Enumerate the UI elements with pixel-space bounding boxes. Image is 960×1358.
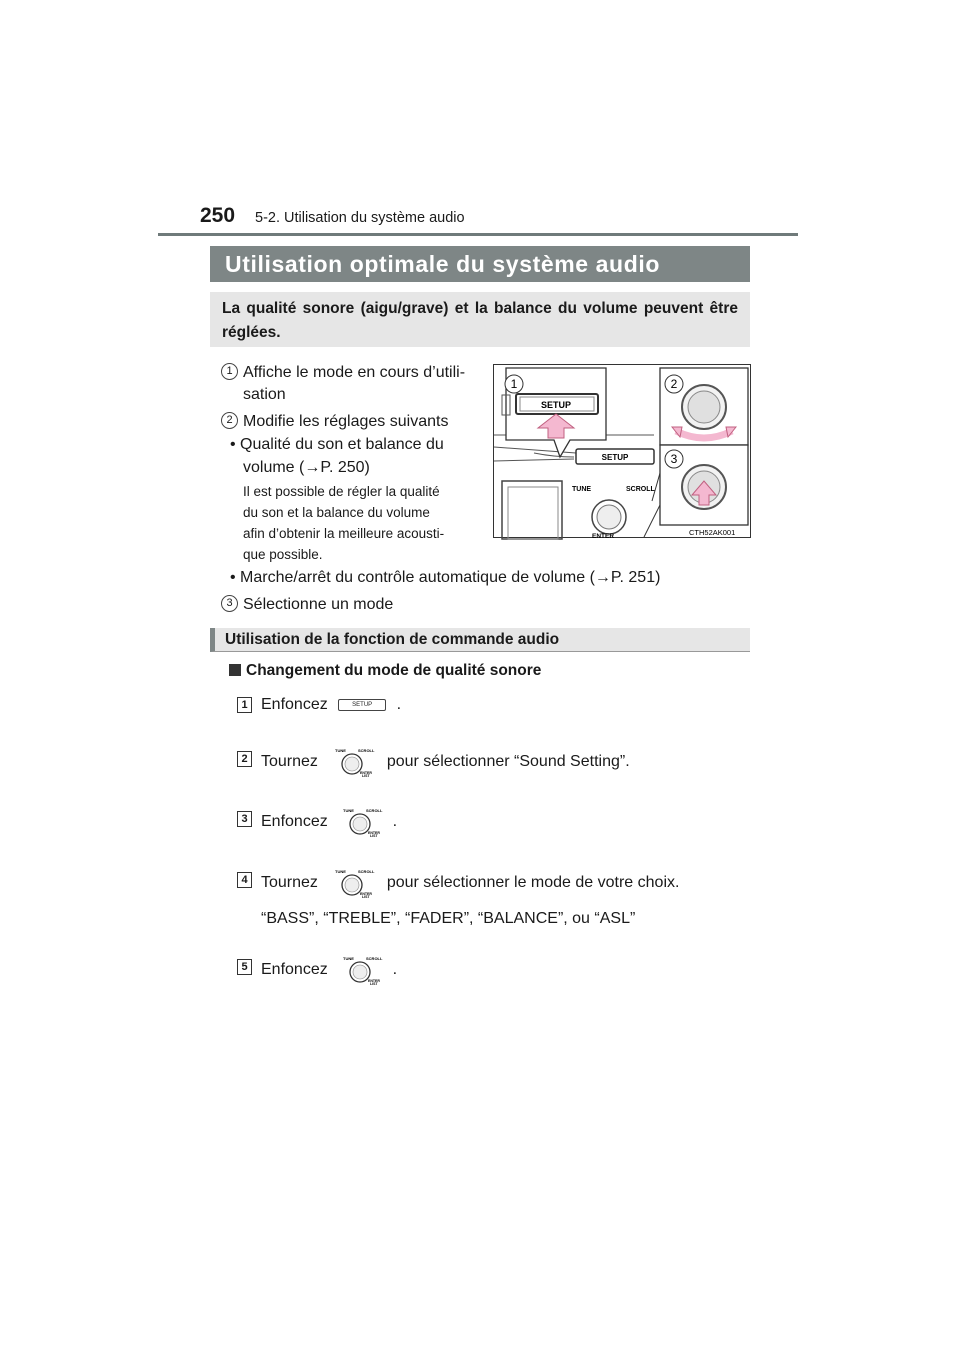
figure-marker-2: 2 (670, 377, 678, 391)
callout-2-bullet-2: • Marche/arrêt du contrôle automatique de volume (→P. 251) (230, 569, 661, 586)
audio-controls-figure (493, 364, 751, 538)
callout-2-note-line2: du son et la balance du volume (243, 505, 430, 520)
svg-text:SCROLL: SCROLL (358, 869, 375, 874)
header-rule (158, 233, 798, 236)
svg-text:LIST: LIST (370, 982, 378, 986)
step-4 (261, 868, 679, 898)
step-number-1: 1 (237, 697, 252, 713)
subheading: Changement du mode de qualité sonore (246, 662, 542, 679)
svg-text:SCROLL: SCROLL (358, 748, 375, 753)
svg-text:ENTER: ENTER (360, 771, 373, 775)
figure-tune-label: TUNE (572, 486, 592, 493)
tune-scroll-knob-icon (332, 868, 375, 899)
step-1-rest: . (396, 696, 402, 713)
figure-setup-label-large: SETUP (540, 400, 572, 410)
callout-number-3: 3 (221, 595, 238, 612)
svg-text:ENTER: ENTER (368, 831, 381, 835)
step-4-verb: Tournez (261, 874, 318, 892)
figure-scroll-label: SCROLL (626, 486, 655, 493)
callout-number-2: 2 (221, 412, 238, 429)
step-1-verb: Enfoncez (261, 696, 328, 713)
intro-box: La qualité sonore (aigu/grave) et la balance du volume peuvent être réglées. (210, 292, 750, 347)
step-number-2: 2 (237, 751, 252, 767)
step-5-verb: Enfoncez (261, 961, 328, 979)
step-1 (261, 693, 401, 716)
svg-text:LIST: LIST (362, 895, 370, 899)
figure-marker-3: 3 (670, 452, 678, 466)
section-title: Utilisation optimale du système audio (210, 246, 750, 282)
step-3-rest: . (392, 813, 398, 831)
callout-2-note-line3: afin d’obtenir la meilleure acousti- (243, 526, 445, 541)
svg-text:TUNE: TUNE (335, 869, 347, 874)
setup-button-icon: SETUP (338, 699, 386, 711)
tune-scroll-knob-icon (332, 747, 375, 778)
running-header: 5-2. Utilisation du système audio (255, 210, 465, 226)
callout-1-line2: sation (243, 386, 286, 403)
svg-text:TUNE: TUNE (343, 808, 355, 813)
step-4-rest: pour sélectionner le mode de votre choix. (386, 874, 680, 892)
figure-marker-1: 1 (510, 377, 518, 391)
svg-text:SCROLL: SCROLL (366, 956, 383, 961)
callout-2-bullet-1-line1: • Qualité du son et balance du (230, 436, 444, 453)
step-2-verb: Tournez (261, 753, 318, 771)
figure-enter-label: ENTER (592, 533, 615, 540)
figure-setup-label-small: SETUP (601, 453, 629, 462)
svg-text:SCROLL: SCROLL (366, 808, 383, 813)
svg-text:TUNE: TUNE (343, 956, 355, 961)
step-3 (261, 807, 397, 837)
step-3-verb: Enfoncez (261, 813, 328, 831)
callout-2-bullet-1-line2: volume (→P. 250) (243, 459, 370, 476)
svg-text:TUNE: TUNE (335, 748, 347, 753)
step-2-rest: pour sélectionner “Sound Setting”. (386, 753, 630, 771)
step-5-rest: . (392, 961, 398, 979)
audio-panel-illustration (494, 365, 752, 539)
page-number: 250 (200, 204, 236, 227)
figure-code: CTH52AK001 (689, 528, 736, 537)
callout-number-1: 1 (221, 363, 238, 380)
enter-knob-icon (340, 807, 383, 838)
svg-text:LIST: LIST (370, 834, 378, 838)
step-number-4: 4 (237, 872, 252, 888)
step-5 (261, 955, 397, 985)
svg-text:ENTER: ENTER (368, 979, 381, 983)
callout-2-note-line1: Il est possible de régler la qualité (243, 484, 440, 499)
subheading-bullet-square (229, 664, 241, 676)
step-2 (261, 747, 630, 777)
enter-knob-icon (340, 955, 383, 986)
callout-1-line1: Affiche le mode en cours d’utili- (243, 364, 466, 381)
callout-2-note-line4: que possible. (243, 547, 323, 562)
callout-3-text: Sélectionne un mode (243, 596, 394, 613)
svg-text:LIST: LIST (362, 774, 370, 778)
step-number-3: 3 (237, 811, 252, 827)
step-4-options: “BASS”, “TREBLE”, “FADER”, “BALANCE”, ou “ASL” (261, 910, 636, 927)
callout-2-text: Modifie les réglages suivants (243, 413, 449, 430)
step-number-5: 5 (237, 959, 252, 975)
subsection-title: Utilisation de la fonction de commande audio (210, 628, 750, 652)
svg-text:ENTER: ENTER (360, 892, 373, 896)
